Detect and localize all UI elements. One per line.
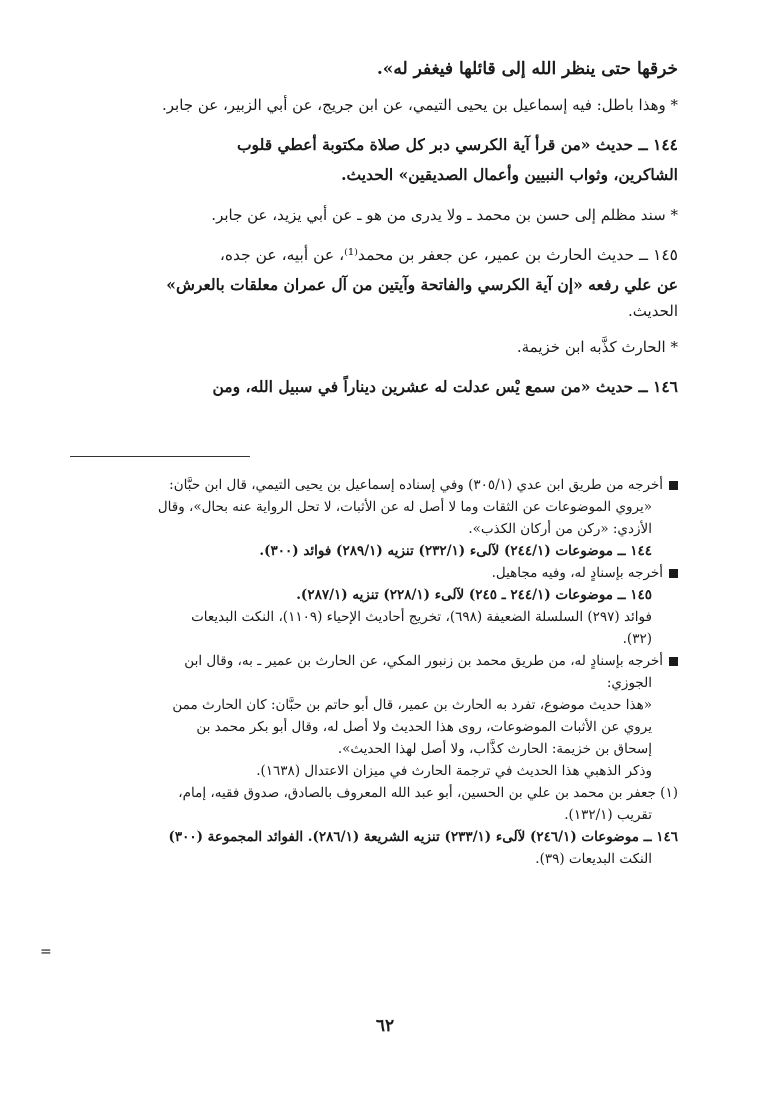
footnote-line: أخرجه بإسنادٍ له، وفيه مجاهيل. [64, 562, 678, 584]
page-number: ٦٢ [375, 1016, 395, 1036]
footnote-line: فوائد (٢٩٧) السلسلة الضعيفة (٦٩٨)، تخريج أحاديث الإحياء (١١٠٩)، النكت البديعات [191, 609, 652, 625]
footnote-line: «هذا حديث موضوع، تفرد به الحارث بن عمير، قال أبو حاتم بن حبَّان: كان الحارث ممن [172, 697, 652, 713]
continuation-mark: = [40, 944, 52, 960]
footnote-line: ١٤٥ ــ موضوعات (٢٤٤/١ ـ ٢٤٥) لآلىء (٢٢٨/١) تنزيه (٢٨٧/١). [296, 587, 652, 603]
text-line: الشاكرين، وثواب النبيين وأعمال الصديقين» الحديث. [341, 165, 678, 184]
text-line: الحديث. [628, 302, 678, 320]
hadith-145 [60, 240, 678, 322]
text-line: ١٤٤ ــ حديث «من قرأ آية الكرسي دبر كل صلاة مكتوبة أعطي قلوب [236, 135, 678, 154]
square-bullet-icon [669, 569, 678, 578]
footnote-line: تقريب (١٣٢/١). [564, 807, 652, 823]
footnote-line: وذكر الذهبي هذا الحديث في ترجمة الحارث في ميزان الاعتدال (١٦٣٨). [256, 763, 652, 779]
text-line: عن علي رفعه «إن آية الكرسي والفاتحة وآيتين من آل عمران معلقات بالعرش» [166, 275, 678, 294]
footnote-line: أخرجه من طريق ابن عدي (٣٠٥/١) وفي إسناده إسماعيل بن يحيى التيمي، قال ابن حبَّان: [64, 474, 678, 496]
text-line: * وهذا باطل: فيه إسماعيل بن يحيى التيمي، عن ابن جريج، عن أبي الزبير، عن جابر. [161, 96, 678, 114]
footnote-line: (٣٢). [622, 631, 652, 647]
square-bullet-icon [669, 657, 678, 666]
footnote-line: ١٤٤ ــ موضوعات (٢٤٤/١) لآلىء (٢٣٢/١) تنزيه (٢٨٩/١) فوائد (٣٠٠). [259, 543, 652, 559]
footnote-line: أخرجه بإسنادٍ له، من طريق محمد بن زنبور المكي، عن الحارث بن عمير ـ به، وقال ابن [64, 650, 678, 672]
footnote-separator [70, 456, 250, 457]
footnote-line: ١٤٦ ــ موضوعات (٢٤٦/١) لآلىء (٢٣٣/١) تنزيه الشريعة (٢٨٦/١). الفوائد المجموعة (٣٠٠) [168, 829, 678, 845]
main-text [60, 58, 678, 402]
footnote-line: الأزدي: «ركن من أركان الكذب». [468, 521, 652, 537]
text-line: * الحارث كذَّبه ابن خزيمة. [516, 338, 678, 356]
text-line: * سند مظلم إلى حسن بن محمد ـ ولا يدرى من هو ـ عن أبي يزيد، عن جابر. [211, 206, 678, 224]
footnote-line: إسحاق بن خزيمة: الحارث كذَّاب، ولا أصل لهذا الحديث». [337, 741, 652, 757]
footnote-line: يروي عن الأثبات الموضوعات، روى هذا الحديث ولا أصل له، وقال أبو بكر محمد بن [196, 719, 652, 735]
hadith-146: ١٤٦ ــ حديث «من سمع يْس عدلت له عشرين ديناراً في سبيل الله، ومن [212, 377, 678, 396]
square-bullet-icon [669, 481, 678, 490]
text-line: ١٤٥ ــ حديث الحارث بن عمير، عن جعفر بن محمد⁽¹⁾، عن أبيه، عن جده، [219, 246, 678, 264]
footnote-line: النكت البديعات (٣٩). [535, 851, 652, 867]
footnotes [64, 474, 678, 870]
text-line: خرقها حتى ينظر الله إلى قائلها فيغفر له». [376, 59, 678, 79]
footnote-line: «يروي الموضوعات عن الثقات وما لا أصل له عن الأثبات، لا تحل الرواية عنه بحال»، وقال [157, 499, 652, 515]
footnote-line: (١) جعفر بن محمد بن علي بن الحسين، أبو عبد الله المعروف بالصادق، صدوق فقيه، إمام، [178, 785, 678, 801]
hadith-144 [60, 130, 678, 190]
footnote-line: الجوزي: [606, 675, 652, 691]
